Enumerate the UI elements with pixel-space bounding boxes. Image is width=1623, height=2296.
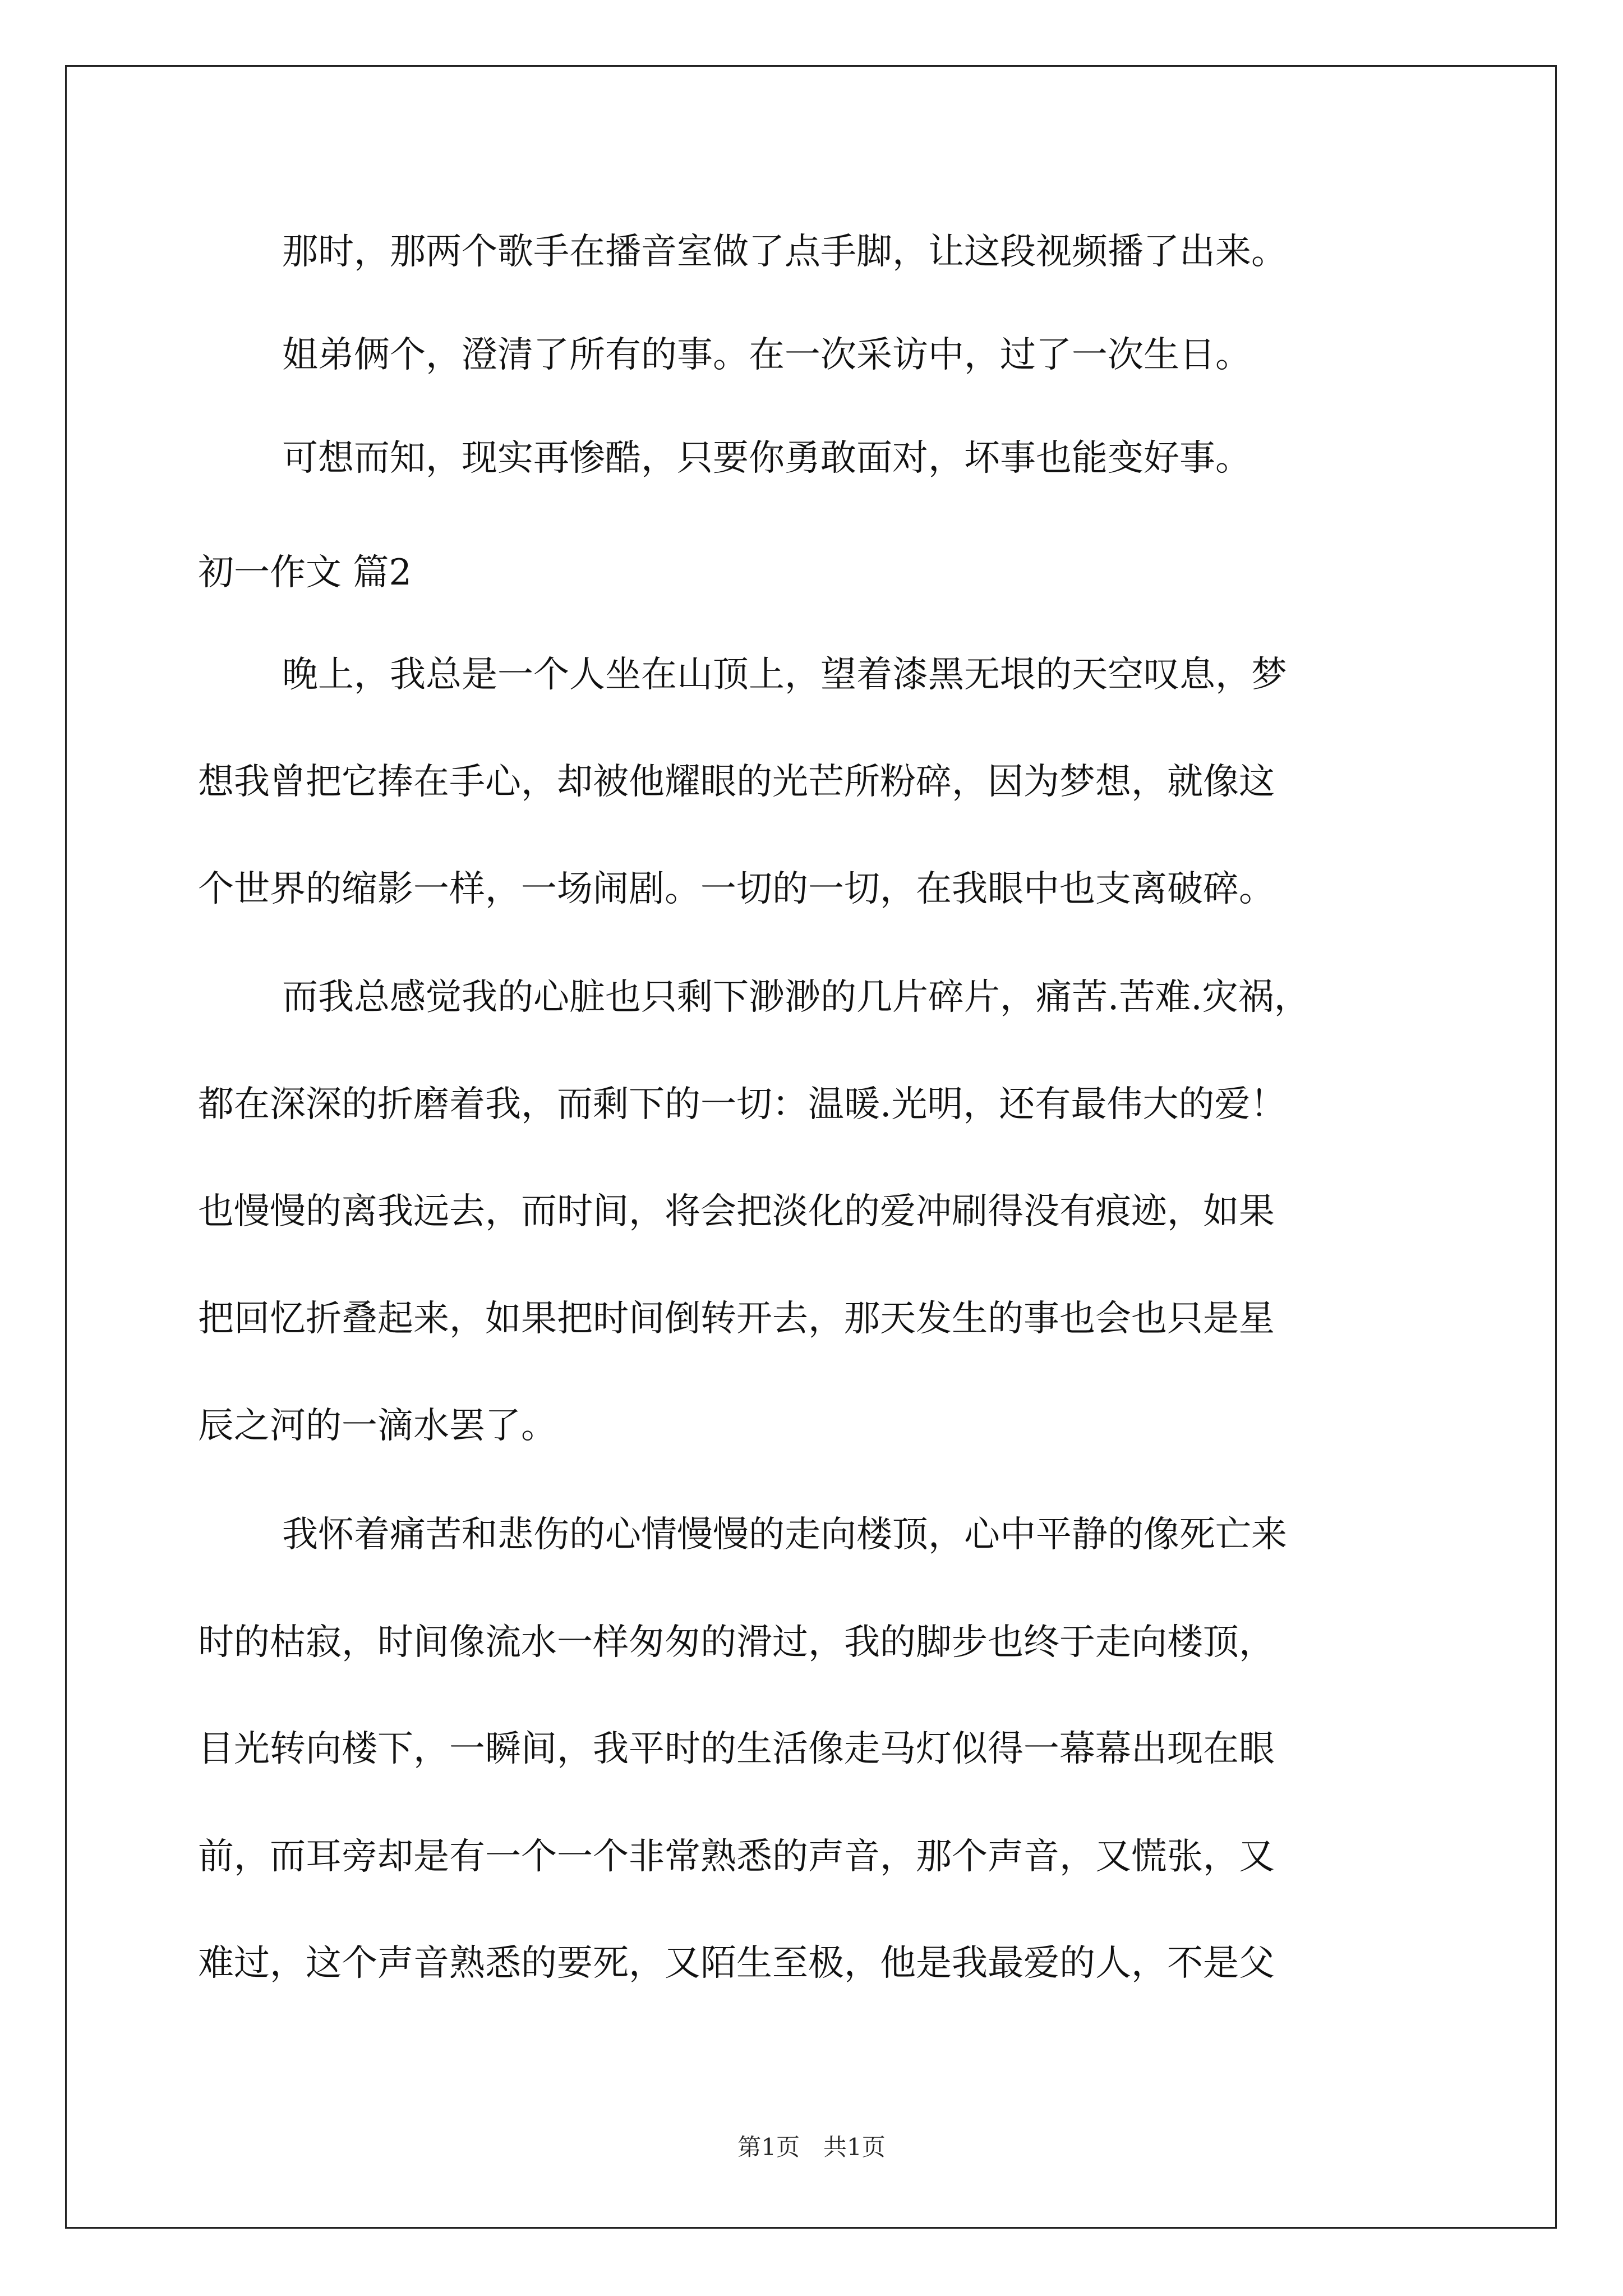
page-border	[65, 65, 1557, 2229]
paragraph-line: 想我曾把它捧在手心，却被他耀眼的光芒所粉碎，因为梦想，就像这	[198, 761, 1275, 803]
paragraph-line: 姐弟俩个，澄清了所有的事。在一次采访中，过了一次生日。	[282, 334, 1251, 376]
paragraph-line: 目光转向楼下，一瞬间，我平时的生活像走马灯似得一幕幕出现在眼	[198, 1728, 1275, 1770]
paragraph-line: 晚上，我总是一个人坐在山顶上，望着漆黑无垠的天空叹息，梦	[282, 654, 1287, 696]
paragraph-line: 我怀着痛苦和悲伤的心情慢慢的走向楼顶，心中平静的像死亡来	[282, 1514, 1287, 1556]
section-heading: 初一作文 篇2	[198, 552, 412, 593]
paragraph-line: 也慢慢的离我远去，而时间，将会把淡化的爱冲刷得没有痕迹，如果	[198, 1191, 1275, 1232]
paragraph-line: 那时，那两个歌手在播音室做了点手脚，让这段视频播了出来。	[282, 231, 1287, 273]
paragraph-line: 而我总感觉我的心脏也只剩下渺渺的几片碎片，痛苦.苦难.灾祸，	[282, 977, 1310, 1018]
paragraph-line: 前，而耳旁却是有一个一个非常熟悉的声音，那个声音，又慌张，又	[198, 1836, 1275, 1878]
paragraph-line: 可想而知，现实再惨酷，只要你勇敢面对，坏事也能变好事。	[282, 438, 1251, 479]
page-number: 第1页	[737, 2133, 800, 2161]
paragraph-line: 都在深深的折磨着我，而剩下的一切：温暖.光明，还有最伟大的爱！	[198, 1084, 1287, 1125]
page-total: 共1页	[823, 2133, 886, 2161]
paragraph-line: 时的枯寂，时间像流水一样匆匆的滑过，我的脚步也终于走向楼顶，	[198, 1622, 1275, 1663]
paragraph-line: 难过，这个声音熟悉的要死，又陌生至极，他是我最爱的人，不是父	[198, 1943, 1275, 1984]
page-footer	[0, 2129, 1623, 2162]
paragraph-line: 把回忆折叠起来，如果把时间倒转开去，那天发生的事也会也只是星	[198, 1298, 1275, 1340]
paragraph-line: 个世界的缩影一样，一场闹剧。一切的一切，在我眼中也支离破碎。	[198, 868, 1275, 910]
paragraph-line: 辰之河的一滴水罢了。	[198, 1405, 557, 1447]
